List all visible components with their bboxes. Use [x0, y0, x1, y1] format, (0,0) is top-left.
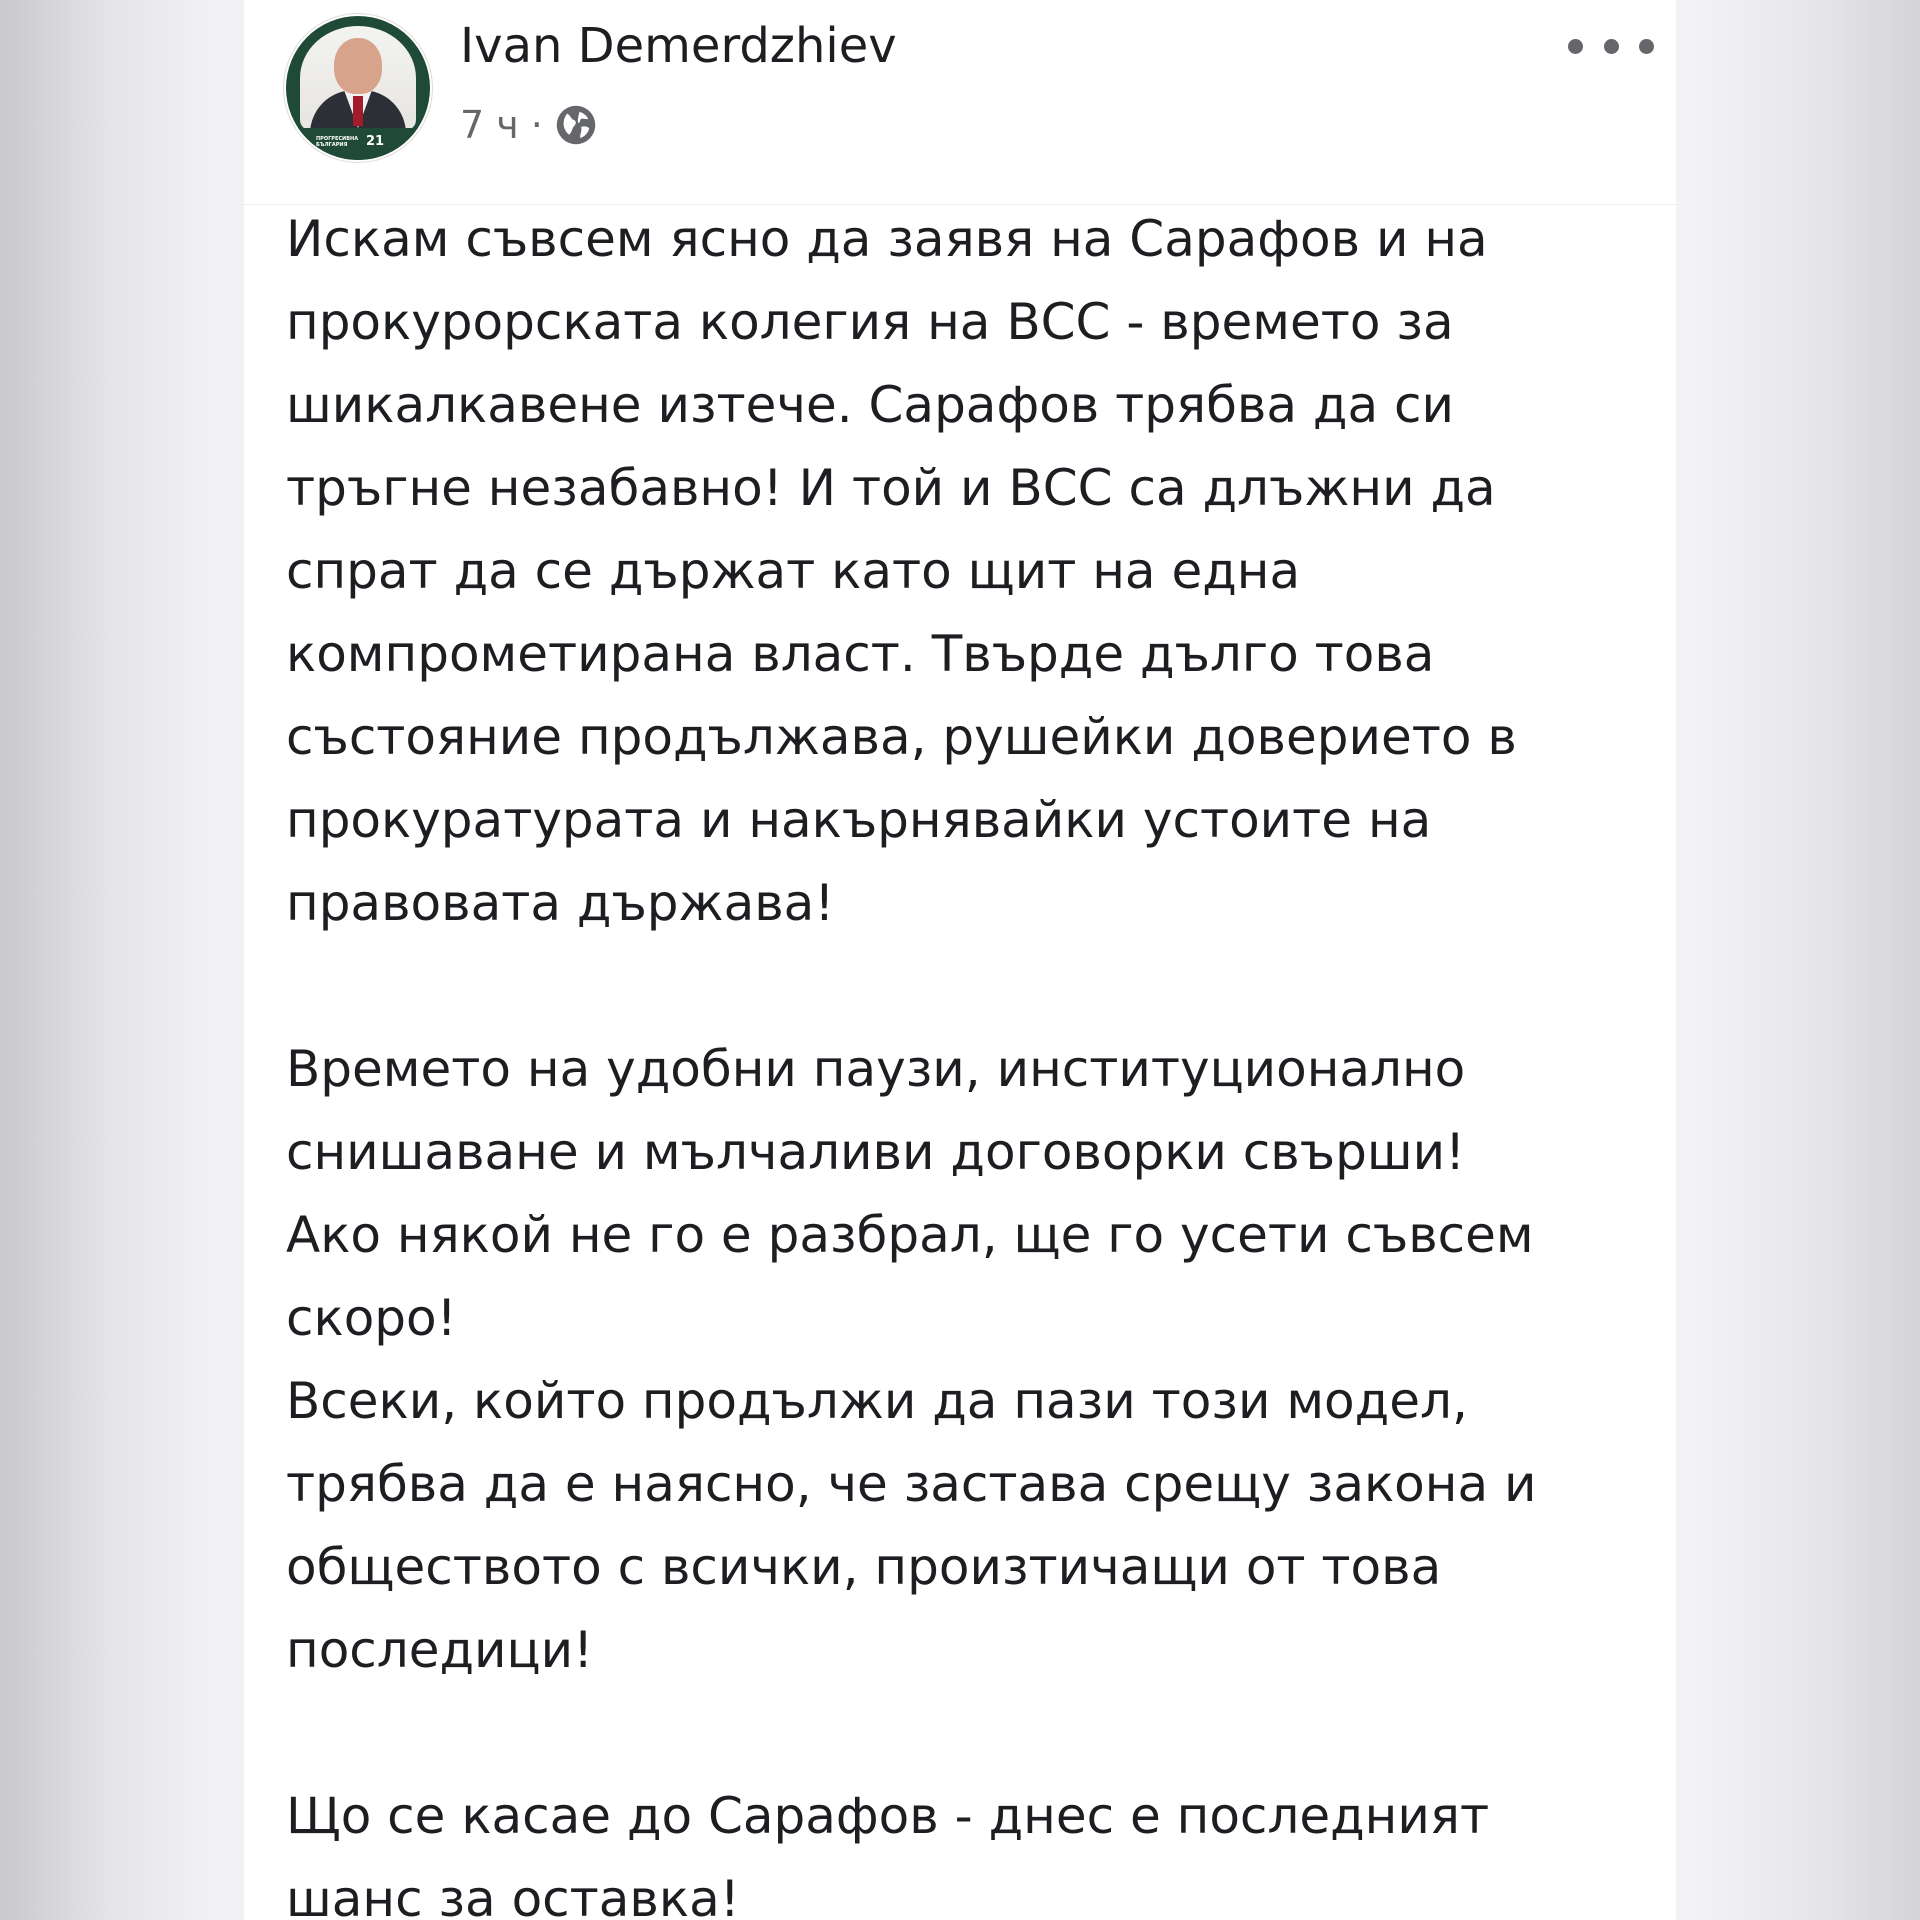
post-text-line: Искам съвсем ясно да заявя на Сарафов и на: [286, 210, 1488, 268]
post-text: [286, 198, 1666, 1920]
more-dot: [1639, 39, 1654, 54]
avatar-badge-line1: ПРОГРЕСИВНА: [316, 136, 359, 142]
post-text-line: прокурорската колегия на ВСС - времето за: [286, 293, 1454, 351]
paragraph-gap: [286, 945, 1666, 1028]
post-text-line: компрометирана власт. Твърде дълго това: [286, 625, 1435, 683]
post-text-line: прокуратурата и накърнявайки устоите на: [286, 791, 1432, 849]
avatar-head: [334, 38, 382, 94]
post-text-line: тръгне незабавно! И той и ВСС са длъжни да: [286, 459, 1496, 517]
post-text-line: скоро!: [286, 1289, 457, 1347]
post-card: [244, 0, 1676, 1920]
post-text-line: състояние продължава, рушейки доверието в: [286, 708, 1517, 766]
avatar-badge-text: [316, 136, 358, 148]
post-text-line: шанс за оставка!: [286, 1870, 740, 1920]
globe-icon[interactable]: [555, 104, 597, 146]
author-name[interactable]: Ivan Demerdzhiev: [460, 18, 897, 74]
avatar-tie: [353, 96, 363, 126]
post-timestamp[interactable]: 7 ч: [460, 103, 519, 147]
avatar-badge-number: 21: [366, 134, 385, 149]
post-text-line: спрат да се държат като щит на една: [286, 542, 1301, 600]
meta-separator: ·: [530, 103, 543, 147]
post-text-line: снишаване и мълчаливи договорки свърши!: [286, 1123, 1466, 1181]
post-text-line: шикалкавене изтече. Сарафов трябва да си: [286, 376, 1455, 434]
post-text-line: Всеки, който продължи да пази този модел,: [286, 1372, 1468, 1430]
post-text-line: обществото с всички, произтичащи от това: [286, 1538, 1442, 1596]
paragraph-gap: [286, 1692, 1666, 1775]
post-text-line: правовата държава!: [286, 874, 835, 932]
post-text-line: трябва да е наясно, че застава срещу закона и: [286, 1455, 1537, 1513]
more-options-icon[interactable]: [1568, 26, 1654, 66]
avatar[interactable]: [286, 16, 430, 160]
post-text-line: Ако някой не го е разбрал, ще го усети съвсем: [286, 1206, 1534, 1264]
more-dot: [1604, 39, 1619, 54]
avatar-badge-line2: БЪЛГАРИЯ: [316, 142, 348, 148]
post-meta: [460, 98, 597, 152]
post-text-line: Времето на удобни паузи, институционално: [286, 1040, 1466, 1098]
post-header: [244, 0, 1676, 205]
post-text-line: последици!: [286, 1621, 594, 1679]
more-dot: [1568, 39, 1583, 54]
post-text-line: Що се касае до Сарафов - днес е последният: [286, 1787, 1490, 1845]
